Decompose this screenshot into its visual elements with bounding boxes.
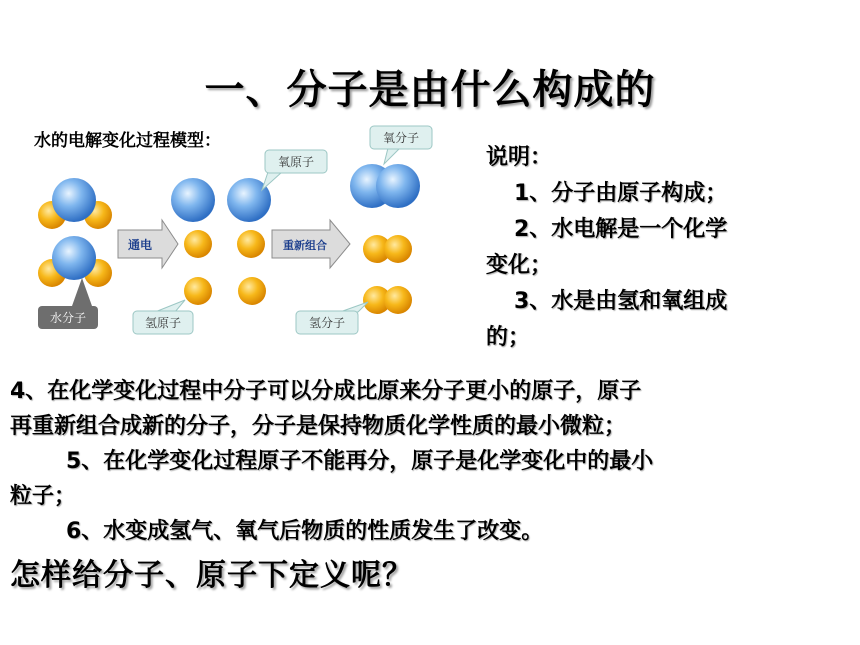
oxygen-atom xyxy=(171,178,215,222)
closing-question: 怎样给分子、原子下定义呢？ xyxy=(10,558,413,593)
recombination-arrow xyxy=(272,220,350,268)
body-line-4: 粒子； xyxy=(10,484,77,509)
hydrogen-molecule xyxy=(363,286,412,314)
body-line-1: 4、在化学变化过程中分子可以分成比原来分子更小的原子，原子 xyxy=(10,379,642,404)
model-label: 水的电解变化过程模型： xyxy=(34,131,221,151)
note-item-2b: 变化； xyxy=(486,253,553,278)
callout-hydrogen-atom-text: 氢原子 xyxy=(144,316,182,330)
oxygen-molecule xyxy=(350,164,420,208)
conclusions xyxy=(10,374,850,549)
note-item-3b: 的； xyxy=(486,325,531,350)
water-molecule xyxy=(38,178,112,229)
hydrogen-atom xyxy=(237,230,265,258)
electrolysis-arrow xyxy=(118,220,178,268)
hydrogen-atom xyxy=(184,277,212,305)
body-line-5: 6、水变成氢气、氧气后物质的性质发生了改变。 xyxy=(66,519,544,544)
body-line-3: 5、在化学变化过程原子不能再分，原子是化学变化中的最小 xyxy=(66,449,654,474)
hydrogen-molecule-callout xyxy=(296,302,368,334)
callout-hydrogen-molecule-text: 氢分子 xyxy=(308,316,346,330)
callout-oxygen-atom-text: 氧原子 xyxy=(277,155,315,169)
hydrogen-molecule xyxy=(363,235,412,263)
body-line-2: 再重新组合成新的分子，分子是保持物质化学性质的最小微粒； xyxy=(10,414,627,439)
oxygen-atom-callout xyxy=(262,150,327,190)
explanation-notes xyxy=(486,140,836,356)
water-molecule xyxy=(38,236,112,287)
page-title: 一、分子是由什么构成的 xyxy=(204,67,656,113)
hydrogen-atom-callout xyxy=(133,300,193,334)
note-item-2a: 2、水电解是一个化学 xyxy=(514,217,728,242)
hydrogen-atom xyxy=(184,230,212,258)
arrow1-label: 通电 xyxy=(127,238,153,252)
oxygen-molecule-callout xyxy=(370,126,432,164)
arrow2-label: 重新组合 xyxy=(283,239,327,252)
callout-water-text: 水分子 xyxy=(49,311,87,325)
callout-oxygen-molecule-text: 氧分子 xyxy=(382,131,420,145)
note-item-1: 1、分子由原子构成； xyxy=(514,181,728,206)
notes-heading: 说明： xyxy=(486,145,553,170)
note-item-3a: 3、水是由氢和氧组成 xyxy=(514,289,728,314)
hydrogen-atom xyxy=(238,277,266,305)
